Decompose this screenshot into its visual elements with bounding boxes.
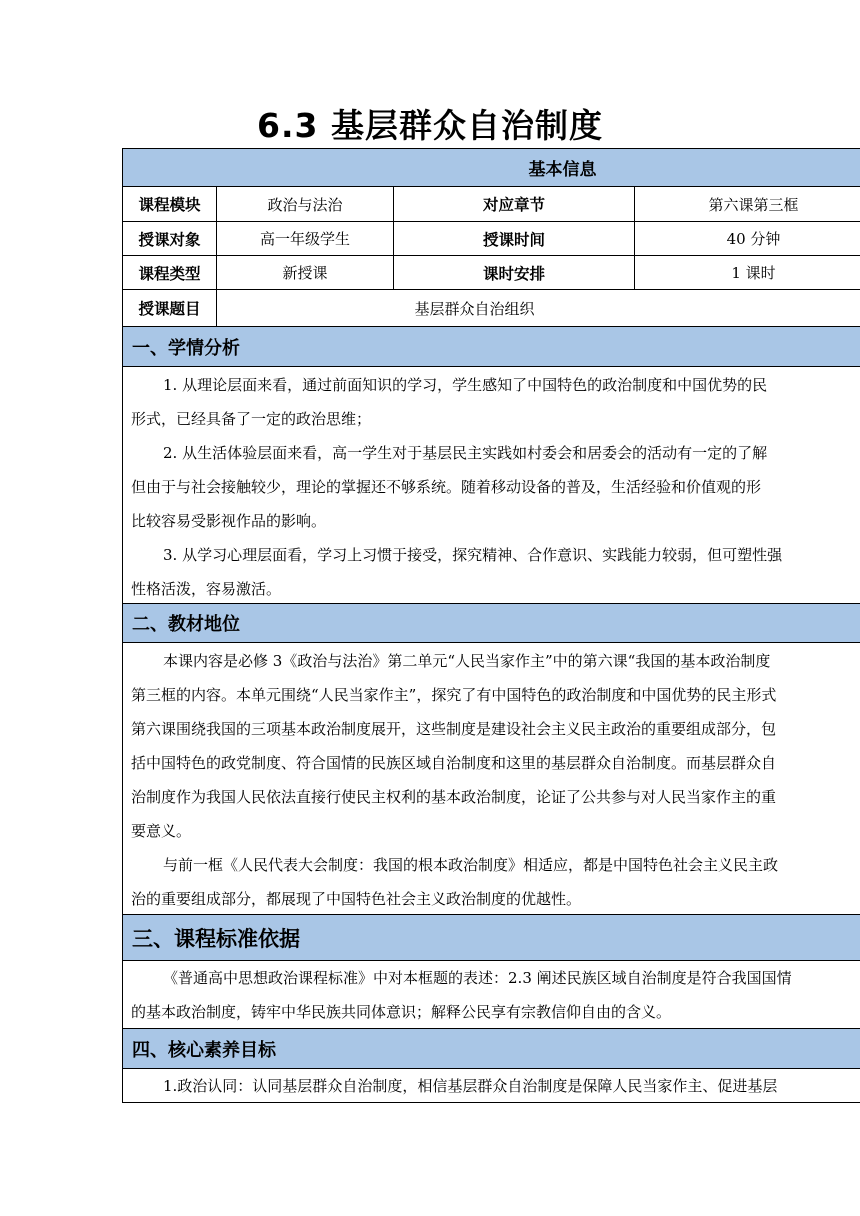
info-value: 第六课第三框 [635, 187, 860, 221]
info-value: 1 课时 [635, 256, 860, 289]
table-bottom-border [122, 1102, 860, 1103]
paragraph-line: 但由于与社会接触较少，理论的掌握还不够系统。随着移动设备的普及，生活经验和价值观的形 [131, 478, 762, 496]
info-value: 新授课 [217, 256, 394, 289]
info-row [122, 186, 860, 221]
section-body [122, 366, 860, 603]
topic-value: 基层群众自治组织 [217, 290, 860, 326]
section-heading: 四、核心素养目标 [132, 1039, 276, 1061]
info-row [122, 255, 860, 289]
info-label: 课程类型 [123, 256, 217, 289]
paragraph-line: 第三框的内容。本单元围绕“人民当家作主”，探究了有中国特色的政治制度和中国优势的民主形式 [131, 686, 777, 704]
paragraph-line: 1. 从理论层面来看，通过前面知识的学习，学生感知了中国特色的政治制度和中国优势的民 [163, 376, 768, 394]
section-header [122, 914, 860, 960]
paragraph-line: 与前一框《人民代表大会制度：我国的根本政治制度》相适应，都是中国特色社会主义民主政 [163, 856, 779, 874]
paragraph-line: 的基本政治制度，铸牢中华民族共同体意识；解释公民享有宗教信仰自由的含义。 [131, 1003, 672, 1021]
paragraph-line: 治制度作为我国人民依法直接行使民主权利的基本政治制度，论证了公共参与对人民当家作主的重 [131, 788, 777, 806]
paragraph-line: 括中国特色的政党制度、符合国情的民族区域自治制度和这里的基层群众自治制度。而基层群众自 [131, 754, 777, 772]
section-header [122, 1028, 860, 1068]
topic-row [122, 289, 860, 326]
section-text [131, 368, 860, 603]
info-label: 课时安排 [394, 256, 635, 289]
section-header [122, 603, 860, 642]
section-text [131, 1069, 860, 1102]
section-text [131, 961, 860, 1028]
section-body [122, 642, 860, 914]
info-label: 授课时间 [394, 222, 635, 255]
paragraph-line: 性格活泼，容易激活。 [131, 580, 282, 598]
info-row [122, 221, 860, 255]
paragraph-line: 形式，已经具备了一定的政治思维； [131, 410, 372, 428]
paragraph-line: 1.政治认同：认同基层群众自治制度，相信基层群众自治制度是保障人民当家作主、促进基层 [163, 1077, 778, 1095]
basic-info-header [122, 148, 860, 186]
paragraph-line: 《普通高中思想政治课程标准》中对本框题的表述：2.3 阐述民族区域自治制度是符合我国国情 [163, 969, 792, 987]
paragraph-line: 第六课围绕我国的三项基本政治制度展开，这些制度是建设社会主义民主政治的重要组成部分，包 [131, 720, 777, 738]
paragraph-line: 比较容易受影视作品的影响。 [131, 512, 327, 530]
info-value: 高一年级学生 [217, 222, 394, 255]
section-text [131, 644, 860, 914]
page-title: 6.3 基层群众自治制度 [257, 106, 603, 145]
paragraph-line: 治的重要组成部分，都展现了中国特色社会主义政治制度的优越性。 [131, 890, 582, 908]
info-label: 对应章节 [394, 187, 635, 221]
section-heading: 三、课程标准依据 [132, 926, 300, 951]
section-heading: 二、教材地位 [132, 614, 240, 635]
info-label: 课程模块 [123, 187, 217, 221]
info-value: 40 分钟 [635, 222, 860, 255]
basic-info-heading: 基本信息 [528, 160, 597, 180]
section-header [122, 326, 860, 366]
paragraph-line: 3. 从学习心理层面看，学习上习惯于接受，探究精神、合作意识、实践能力较弱，但可塑性强 [163, 546, 783, 564]
info-label: 授课对象 [123, 222, 217, 255]
info-value: 政治与法治 [217, 187, 394, 221]
paragraph-line: 本课内容是必修 3《政治与法治》第二单元“人民当家作主”中的第六课“我国的基本政治制度 [163, 652, 771, 670]
section-body [122, 1068, 860, 1102]
section-body [122, 960, 860, 1028]
section-heading: 一、学情分析 [132, 337, 240, 359]
paragraph-line: 2. 从生活体验层面来看，高一学生对于基层民主实践如村委会和居委会的活动有一定的了解 [163, 444, 768, 462]
topic-label: 授课题目 [123, 290, 217, 326]
paragraph-line: 要意义。 [131, 822, 192, 840]
